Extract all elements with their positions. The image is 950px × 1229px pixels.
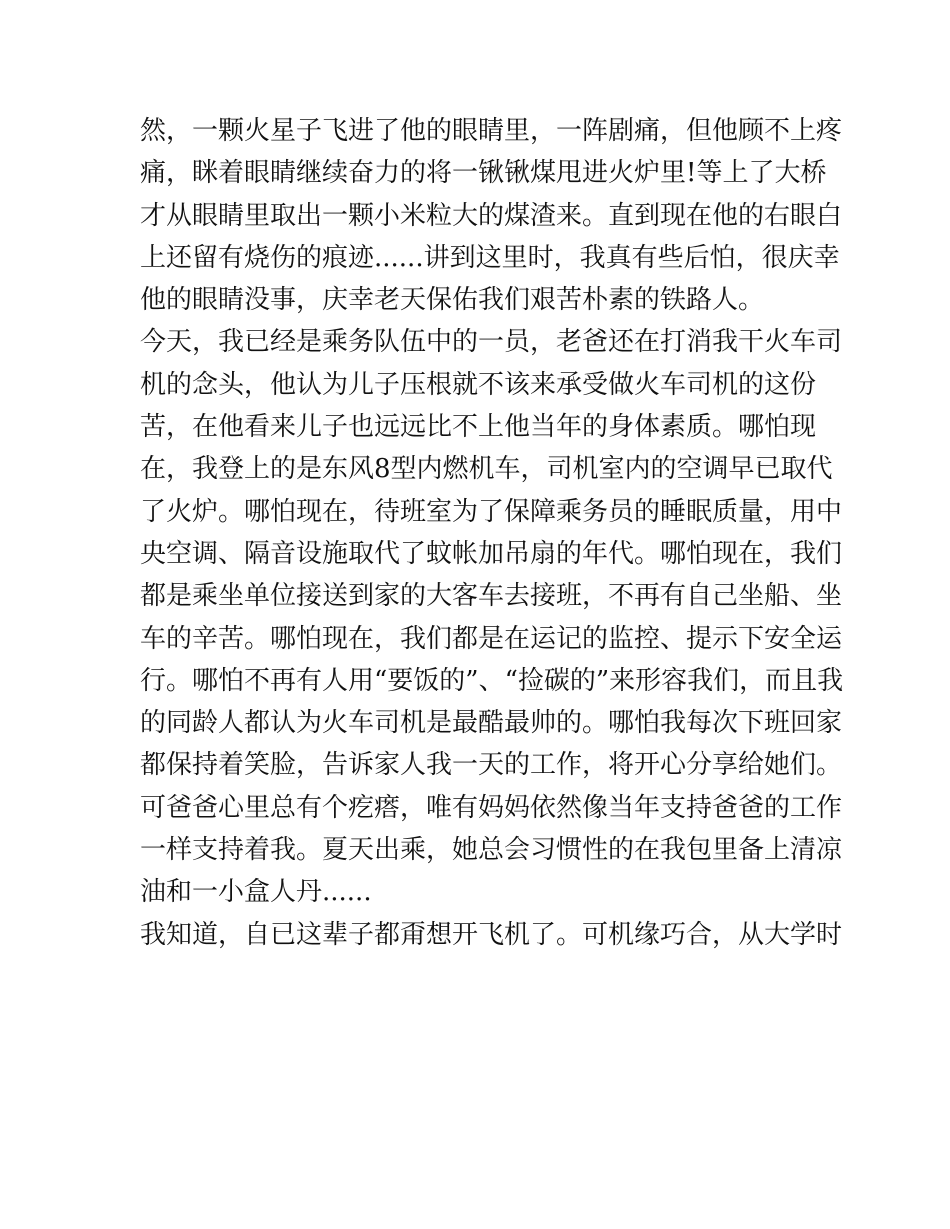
text-line: 油和一小盒人丹......: [140, 877, 372, 908]
text-line: 上还留有烧伤的痕迹......讲到这里时，我真有些后怕，很庆幸: [140, 242, 840, 273]
text-line: 今天，我已经是乘务队伍中的一员，老爸还在打消我干火车司: [140, 327, 843, 358]
text-line: 苦，在他看来儿子也远远比不上他当年的身体素质。哪怕现: [140, 412, 817, 443]
text-line: 都保持着笑脸，告诉家人我一天的工作，将开心分享给她们。: [140, 750, 843, 781]
text-line: 了火炉。哪怕现在，待班室为了保障乘务员的睡眠质量，用中: [140, 496, 843, 527]
body-text: [140, 110, 844, 956]
text-line: 都是乘坐单位接送到家的大客车去接班，不再有自己坐船、坐: [140, 581, 843, 612]
text-line: 才从眼睛里取出一颗小米粒大的煤渣来。直到现在他的右眼白: [140, 200, 843, 231]
text-line: 我知道，自已这辈子都甭想开飞机了。可机缘巧合，从大学时: [140, 919, 843, 950]
text-line: 痛，眯着眼睛继续奋力的将一锹锹煤甩进火炉里!等上了大桥: [140, 158, 827, 189]
text-line: 一样支持着我。夏天出乘，她总会习惯性的在我包里备上清凉: [140, 835, 843, 866]
text-line: 的同龄人都认为火车司机是最酷最帅的。哪怕我每次下班回家: [140, 708, 843, 739]
text-line: 行。哪怕不再有人用“要饭的”、“捡碳的”来形容我们，而且我: [140, 665, 844, 696]
text-line: 然，一颗火星子飞进了他的眼睛里，一阵剧痛，但他顾不上疼: [140, 116, 843, 146]
text-line: 他的眼睛没事，庆幸老天保佑我们艰苦朴素的铁路人。: [140, 285, 765, 316]
text-line: 车的辛苦。哪怕现在，我们都是在运记的监控、提示下安全运: [140, 623, 843, 654]
text-line: 央空调、隔音设施取代了蚊帐加吊扇的年代。哪怕现在，我们: [140, 538, 843, 569]
text-line: 可爸爸心里总有个疙瘩，唯有妈妈依然像当年支持爸爸的工作: [140, 792, 843, 823]
text-line: 机的念头，他认为儿子压根就不该来承受做火车司机的这份: [140, 369, 817, 400]
text-line: 在，我登上的是东风8型内燃机车，司机室内的空调早已取代: [140, 454, 833, 485]
